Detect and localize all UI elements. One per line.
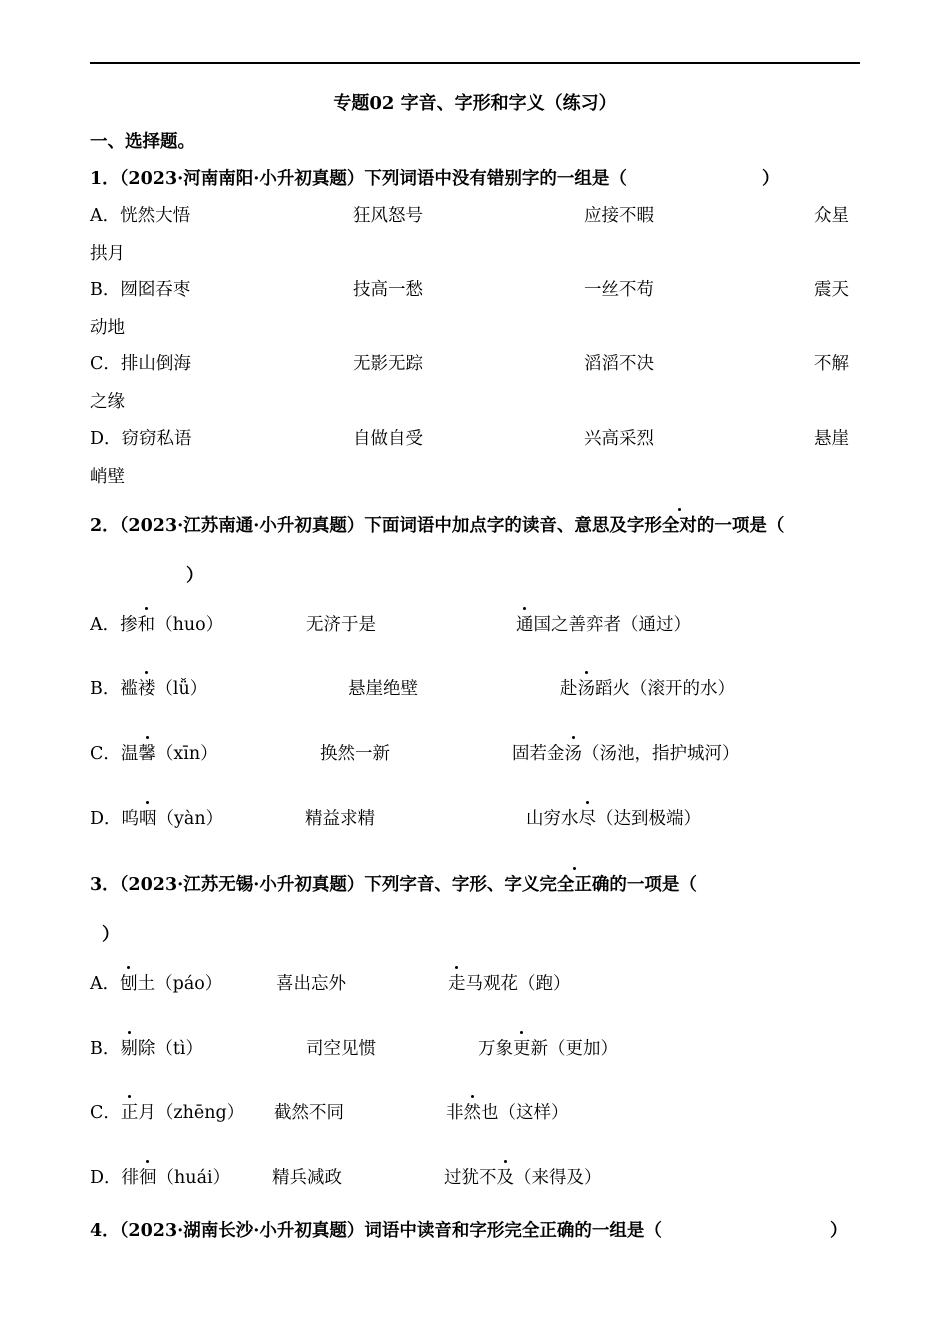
page-title: 专题02 字音、字形和字义（练习）: [333, 93, 617, 114]
section-heading: 一、选择题。: [90, 132, 195, 152]
dotted-char: 正: [120, 1103, 139, 1123]
option-word: A．掺和（huo）: [90, 615, 224, 635]
option-label: A．恍然大悟: [90, 206, 191, 226]
option-word: 过犹不及（来得及）: [444, 1168, 602, 1188]
dotted-char: 走: [448, 974, 466, 994]
option-word: A．刨土（páo）: [90, 974, 223, 994]
option-word: 赴汤蹈火（滚开的水）: [560, 679, 735, 699]
dotted-char: 汤: [577, 679, 595, 699]
question-2-stem: 2．（2023·江苏南通·小升初真题）下面词语中加点字的读音、意思及字形全对的一项是（: [90, 516, 785, 536]
option-word: 换然一新: [320, 744, 390, 764]
option-word: 悬崖: [814, 429, 849, 449]
option-word: 无影无踪: [353, 354, 423, 374]
option-word: 众星: [814, 206, 849, 226]
option-word: C．正月（zhēng）: [90, 1103, 245, 1123]
option-word: D．徘徊（huái）: [90, 1168, 231, 1188]
option-word-wrap: 拱月: [90, 244, 125, 264]
dotted-char: 和: [137, 615, 156, 635]
option-label: C．排山倒海: [90, 354, 191, 374]
option-word: 悬崖绝壁: [348, 679, 418, 699]
option-word: 山穷水尽（达到极端）: [526, 809, 701, 829]
option-word-wrap: 动地: [90, 318, 125, 338]
question-4-paren: ）: [830, 1221, 848, 1241]
dotted-char: 褛: [137, 679, 156, 699]
option-word: 应接不暇: [584, 206, 654, 226]
question-3-paren: ）: [102, 925, 120, 945]
option-word: 通国之善弈者（通过）: [516, 615, 691, 635]
option-word: 走马观花（跑）: [448, 974, 571, 994]
dotted-char: 汤: [564, 744, 582, 764]
option-word: 震天: [814, 280, 849, 300]
option-word: 精益求精: [305, 809, 375, 829]
option-word: 固若金汤（汤池，指护城河）: [512, 744, 740, 764]
option-word-wrap: 峭壁: [90, 467, 125, 487]
header-rule: [90, 62, 860, 64]
option-word: 喜出忘外: [276, 974, 346, 994]
option-word: 自做自受: [353, 429, 423, 449]
option-word: 兴高采烈: [584, 429, 654, 449]
dotted-char: 通: [516, 615, 534, 635]
option-word: B．褴褛（lǚ）: [90, 679, 208, 699]
dotted-char: 剔: [120, 1039, 138, 1059]
option-word: 精兵减政: [272, 1168, 342, 1188]
question-1-paren: ）: [762, 169, 780, 189]
dotted-char: 然: [463, 1103, 481, 1123]
option-word: 截然不同: [274, 1103, 344, 1123]
option-label: B．囫囵吞枣: [90, 280, 191, 300]
emphasis-dotted-text: 完全正确: [539, 875, 610, 895]
option-word: D．呜咽（yàn）: [90, 809, 224, 829]
question-1-stem: 1．（2023·河南南阳·小升初真题）下列词语中没有错别字的一组是（: [90, 169, 627, 189]
option-word: 不解: [814, 354, 849, 374]
dotted-char: 咽: [139, 809, 157, 829]
dotted-char: 馨: [138, 744, 156, 764]
option-word: 狂风怒号: [353, 206, 423, 226]
question-3-stem: 3．（2023·江苏无锡·小升初真题）下列字音、字形、字义完全正确的一项是（: [90, 875, 697, 895]
option-word: 无济于是: [306, 615, 376, 635]
option-word: 司空见惯: [306, 1039, 376, 1059]
dotted-char: 更: [513, 1039, 531, 1059]
question-2-paren: ）: [186, 566, 204, 586]
option-word: 一丝不苟: [584, 280, 654, 300]
option-word: 万象更新（更加）: [478, 1039, 618, 1059]
dotted-char: 及: [496, 1168, 514, 1188]
dotted-char: 徊: [139, 1168, 157, 1188]
option-word: 技高一愁: [353, 280, 423, 300]
option-label: D．窃窃私语: [90, 429, 192, 449]
option-word: C．温馨（xīn）: [90, 744, 218, 764]
question-4-stem: 4．（2023·湖南长沙·小升初真题）词语中读音和字形完全正确的一组是（: [90, 1221, 662, 1241]
dotted-char: 刨: [120, 974, 138, 994]
emphasis-dotted-text: 全对: [661, 516, 697, 536]
option-word: 滔滔不决: [584, 354, 654, 374]
option-word: 非然也（这样）: [446, 1103, 569, 1123]
option-word-wrap: 之缘: [90, 392, 125, 412]
dotted-char: 尽: [578, 809, 596, 829]
option-word: B．剔除（tì）: [90, 1039, 204, 1059]
